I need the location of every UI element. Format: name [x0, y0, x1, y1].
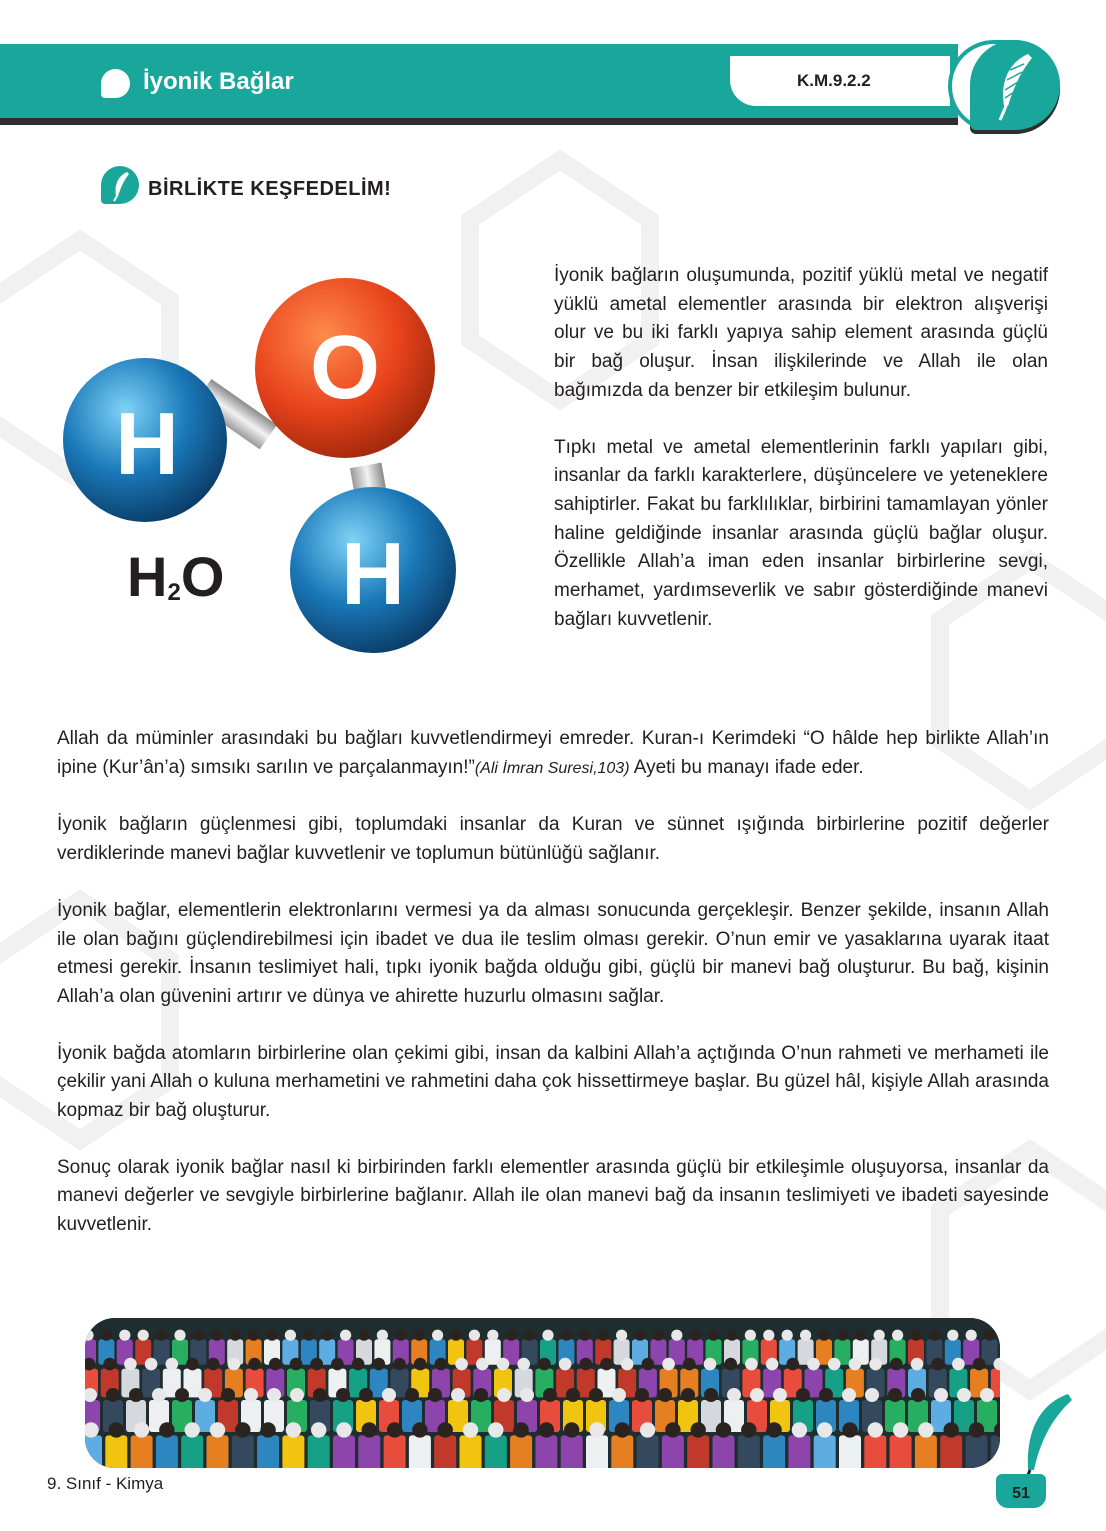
- hydrogen-label-bottom: H: [341, 524, 405, 623]
- feather-emblem-icon: [970, 40, 1060, 130]
- intro-paragraph: İyonik bağların oluşumunda, pozitif yüklü metal ve negatif yüklü ametal elementler arasında bir elektron alışverişi olur ve bu iki farklı yapıya sahip element arasında güçlü bir bağ oluşur. İnsan ilişkilerinde ve Allah ile olan bağımızda da benzer bir etkileşim bulunur.: [554, 265, 1048, 401]
- body-paragraph: İyonik bağlar, elementlerin elektronlarını vermesi ya da alması sonucunda gerçekleşir. Benzer şekilde, insanın Allah ile olan bağını güçlendirebilmesi için ibadet ve dua ile teslim olması gerekir. O’nun emir ve yasaklarına uyarak itaat etmesi gerekir. İnsanın teslimiyet hali, tıpkı iyonik bağda olduğu gibi, güçlü bir manevi bağ oluşturur. Bu bağ, kişinin Allah’a olan güvenini artırır ve dünya ve ahirette huzurlu olmasını sağlar.: [57, 899, 1049, 1007]
- intro-text: [554, 262, 1048, 662]
- formula-label: H2O: [127, 545, 225, 608]
- body-paragraph: İyonik bağların güçlenmesi gibi, toplumdaki insanlar da Kuran ve sünnet ışığında birbirlerine pozitif değerler verdiklerinde manevi bağlar kuvvetlenir ve toplumun bütünlüğü sağlanır.: [57, 814, 1049, 865]
- body-paragraph: Sonuç olarak iyonik bağlar nasıl ki birbirinden farklı elementler arasında güçlü bir etkileşimle oluşuyorsa, insanlar da manevi değerler ve sevgiyle birbirlerine bağlanır. Allah ile olan manevi bağ da insanın teslimiyeti ve ibadeti sayesinde kuvvetlenir.: [57, 1156, 1049, 1236]
- oxygen-label: O: [309, 318, 381, 418]
- header-shadow: [0, 118, 958, 125]
- feather-section-icon: [101, 166, 139, 204]
- hydrogen-label-left: H: [115, 394, 179, 493]
- section-title: BİRLİKTE KEŞFEDELİM!: [148, 178, 392, 200]
- intro-paragraph: Tıpkı metal ve ametal elementlerinin farklı yapıları gibi, insanlar da farklı karakterlere, düşüncelere ve yeteneklere sahiptirler. Fakat bu farklılıklar, birbirini tamamlayan yönler haline geldiğinde insanlar arasında güçlü bağlar oluşur. Özellikle Allah’a iman eden insanlar birbirlerine sevgi, merhamet, yardımseverlik ve sabır gösterdiğinde manevi bağları kuvvetlenir.: [554, 436, 1048, 630]
- course-label: 9. Sınıf - Kimya: [47, 1474, 164, 1493]
- curriculum-code: K.M.9.2.2: [797, 71, 871, 90]
- body-text: [57, 725, 1049, 1268]
- page-title: İyonik Bağlar: [143, 68, 294, 95]
- header-bullet-icon: [101, 69, 130, 98]
- water-molecule-figure: [55, 240, 535, 660]
- body-paragraph: İyonik bağda atomların birbirlerine olan çekimi gibi, insan da kalbini Allah’a açtığında O’nun rahmeti ve merhameti ile çekilir yani Allah o kuluna merhametini ve rahmetini daha çok hissettirmeye başlar. Bu güzel hâl, kişiyle Allah arasında kopmaz bir bağ oluşturur.: [57, 1042, 1049, 1122]
- congregation-photo: [85, 1318, 1000, 1468]
- page-number: 51: [996, 1474, 1046, 1508]
- quote-paragraph: Allah da müminler arasındaki bu bağları kuvvetlendirmeyi emreder. Kuran-ı Kerimdeki “O hâlde hep birlikte Allah’ın ipine (Kur’ân’a) sımsıkı sarılın ve parçalanmayın!”(Ali İmran Suresi,103) Ayeti bu manayı ifade eder.: [57, 728, 1049, 778]
- verse-reference: (Ali İmran Suresi,103): [474, 759, 630, 777]
